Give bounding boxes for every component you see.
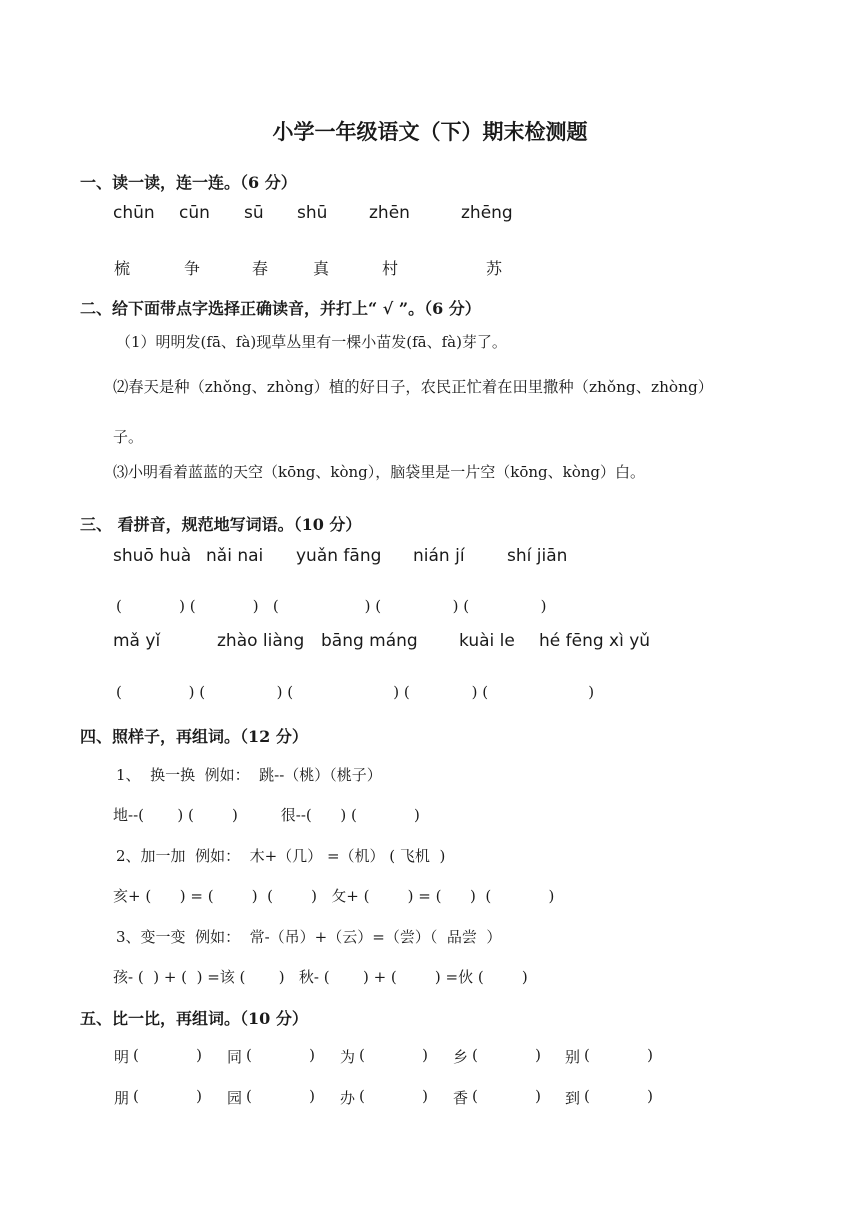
section1-pinyin-2: cūn xyxy=(179,203,210,223)
section5-char-4: 乡 xyxy=(453,1048,469,1066)
section5-blank-8: ( ) xyxy=(359,1087,428,1105)
section3-pinyin-10: hé fēng xì yǔ xyxy=(539,631,651,651)
section1-char-1: 梳 xyxy=(114,259,131,278)
section5-char-2: 同 xyxy=(227,1048,243,1066)
section4-heading: 四、照样子，再组词。（12 分） xyxy=(80,727,308,746)
section1-pinyin-3: sū xyxy=(244,203,264,223)
section4-line3: 2、加一加 例如： 木+（几） =（机） ( 飞机 ) xyxy=(116,847,446,865)
section2-heading: 二、给下面带点字选择正确读音，并打上“ √ ”。（6 分） xyxy=(80,299,481,318)
section5-blank-3: ( ) xyxy=(359,1046,428,1064)
section3-pinyin-7: zhào liàng xyxy=(217,631,305,651)
section4-line1: 1、 换一换 例如： 跳--（桃）（桃子） xyxy=(116,766,382,784)
section1-pinyin-6: zhēng xyxy=(461,203,513,223)
section5-char-1: 明 xyxy=(114,1048,130,1066)
section3-pinyin-6: mǎ yǐ xyxy=(113,631,161,651)
section5-char-9: 香 xyxy=(453,1089,469,1107)
section4-line4: 亥+ ( ) = ( ) ( ) 攵+ ( ) = ( ) ( ) xyxy=(113,887,555,905)
section3-pinyin-2: nǎi nai xyxy=(206,546,264,566)
section5-blank-10: ( ) xyxy=(584,1087,653,1105)
section5-blank-6: ( ) xyxy=(133,1087,202,1105)
section1-char-5: 村 xyxy=(382,259,399,278)
section5-blank-9: ( ) xyxy=(472,1087,541,1105)
section4-line5: 3、变一变 例如： 常-（吊）+（云）=（尝）（ 品尝 ） xyxy=(116,928,502,946)
section5-char-6: 朋 xyxy=(114,1089,130,1107)
section1-char-6: 苏 xyxy=(486,259,503,278)
section5-blank-2: ( ) xyxy=(246,1046,315,1064)
section3-answer-brackets-2: ( ) ( ) ( ) ( ) ( ) xyxy=(116,683,595,701)
section5-char-3: 为 xyxy=(340,1048,356,1066)
section1-char-3: 春 xyxy=(252,259,269,278)
section1-heading: 一、读一读，连一连。（6 分） xyxy=(80,173,297,192)
section5-blank-4: ( ) xyxy=(472,1046,541,1064)
section1-pinyin-1: chūn xyxy=(113,203,155,223)
section5-blank-5: ( ) xyxy=(584,1046,653,1064)
section3-pinyin-8: bāng máng xyxy=(321,631,418,651)
section3-answer-brackets-1: ( ) ( ) ( ) ( ) ( ) xyxy=(116,597,547,615)
section4-line6: 孩- ( ) + ( ) =该 ( ) 秋- ( ) + ( ) =伙 ( ) xyxy=(113,968,528,986)
section2-line2: ⑵春天是种（zhǒng、zhòng）植的好日子，农民正忙着在田里撒种（zhǒng、zhòng） xyxy=(113,378,714,396)
section3-pinyin-3: yuǎn fāng xyxy=(296,546,382,566)
section5-char-10: 到 xyxy=(565,1089,581,1107)
page-title: 小学一年级语文（下）期末检测题 xyxy=(272,119,588,144)
section1-pinyin-4: shū xyxy=(297,203,328,223)
section2-line2b: 子。 xyxy=(113,428,144,446)
section3-pinyin-1: shuō huà xyxy=(113,546,192,566)
section3-pinyin-5: shí jiān xyxy=(507,546,568,566)
section3-heading: 三、 看拼音，规范地写词语。（10 分） xyxy=(80,515,362,534)
section5-char-7: 园 xyxy=(227,1089,243,1107)
section2-line1: （1）明明发(fā、fà)现草丛里有一棵小苗发(fā、fà)芽了。 xyxy=(116,333,507,351)
section4-line2: 地--( ) ( ) 很--( ) ( ) xyxy=(113,806,420,824)
section1-pinyin-5: zhēn xyxy=(369,203,410,223)
section5-blank-7: ( ) xyxy=(246,1087,315,1105)
section1-char-4: 真 xyxy=(313,259,330,278)
section1-char-2: 争 xyxy=(184,259,201,278)
section5-char-5: 别 xyxy=(565,1048,581,1066)
section2-line3: ⑶小明看着蓝蓝的天空（kōng、kòng），脑袋里是一片空（kōng、kòng）白。 xyxy=(113,463,646,481)
section5-char-8: 办 xyxy=(340,1089,356,1107)
section3-pinyin-4: nián jí xyxy=(413,546,465,566)
section5-heading: 五、比一比，再组词。（10 分） xyxy=(80,1009,308,1028)
section5-blank-1: ( ) xyxy=(133,1046,202,1064)
section3-pinyin-9: kuài le xyxy=(459,631,515,651)
